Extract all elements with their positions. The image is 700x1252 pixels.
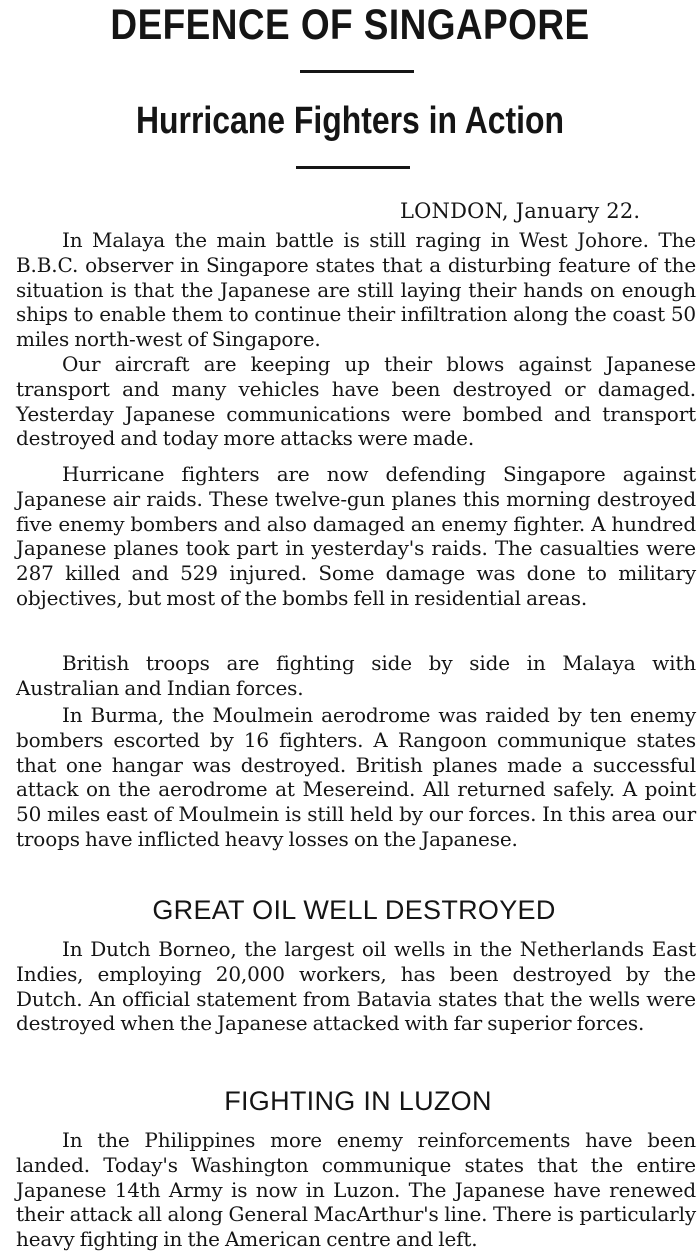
title-divider [300, 70, 414, 73]
section-heading-luzon: FIGHTING IN LUZON [224, 1086, 492, 1116]
subtitle-divider [296, 166, 410, 169]
article-subtitle: Hurricane Fighters in Action [135, 100, 565, 142]
paragraph-malaya-battle: In Malaya the main battle is still raging in West Johore. The B.B.C. observer in Singapore states that a disturbing feature of the situation is that the Japanese are still laying their hands on enough ships to enable them to continue their infiltration along the coast 50 miles north-west of Singapore. [16, 228, 696, 352]
paragraph-burma: In Burma, the Moulmein aerodrome was raided by ten enemy bombers escorted by 16 fighters. A Rangoon communique states that one hangar was destroyed. British planes made a successful attack on the aerodrome at Mesereind. All returned safely. A point 50 miles east of Moulmein is still held by our forces. In this area our troops have inflicted heavy losses on the Japanese. [16, 703, 696, 851]
article-title: DEFENCE OF SINGAPORE [110, 1, 590, 49]
dateline: LONDON, January 22. [400, 199, 641, 223]
paragraph-philippines: In the Philippines more enemy reinforcements have been landed. Today's Washington communique states that the entire Japanese 14th Army is now in Luzon. The Japanese have renewed their attack all along General MacArthur's line. There is particularly heavy fighting in the American centre and left. [16, 1128, 696, 1252]
paragraph-dutch-borneo: In Dutch Borneo, the largest oil wells in the Netherlands East Indies, employing 20,000 workers, has been destroyed by the Dutch. An official statement from Batavia states that the wells were destroyed when the Japanese attacked with far superior forces. [16, 937, 696, 1036]
paragraph-aircraft-blows: Our aircraft are keeping up their blows against Japanese transport and many vehicles have been destroyed or damaged. Yesterday Japanese communications were bombed and transport destroyed and today more attacks were made. [16, 352, 696, 451]
paragraph-british-troops: British troops are fighting side by side in Malaya with Australian and Indian forces. [16, 651, 696, 700]
section-heading-oil-well: GREAT OIL WELL DESTROYED [152, 895, 556, 925]
paragraph-hurricane-fighters: Hurricane fighters are now defending Singapore against Japanese air raids. These twelve-gun planes this morning destroyed five enemy bombers and also damaged an enemy fighter. A hundred Japanese planes took part in yesterday's raids. The casualties were 287 killed and 529 injured. Some damage was done to military objectives, but most of the bombs fell in residential areas. [16, 462, 696, 610]
